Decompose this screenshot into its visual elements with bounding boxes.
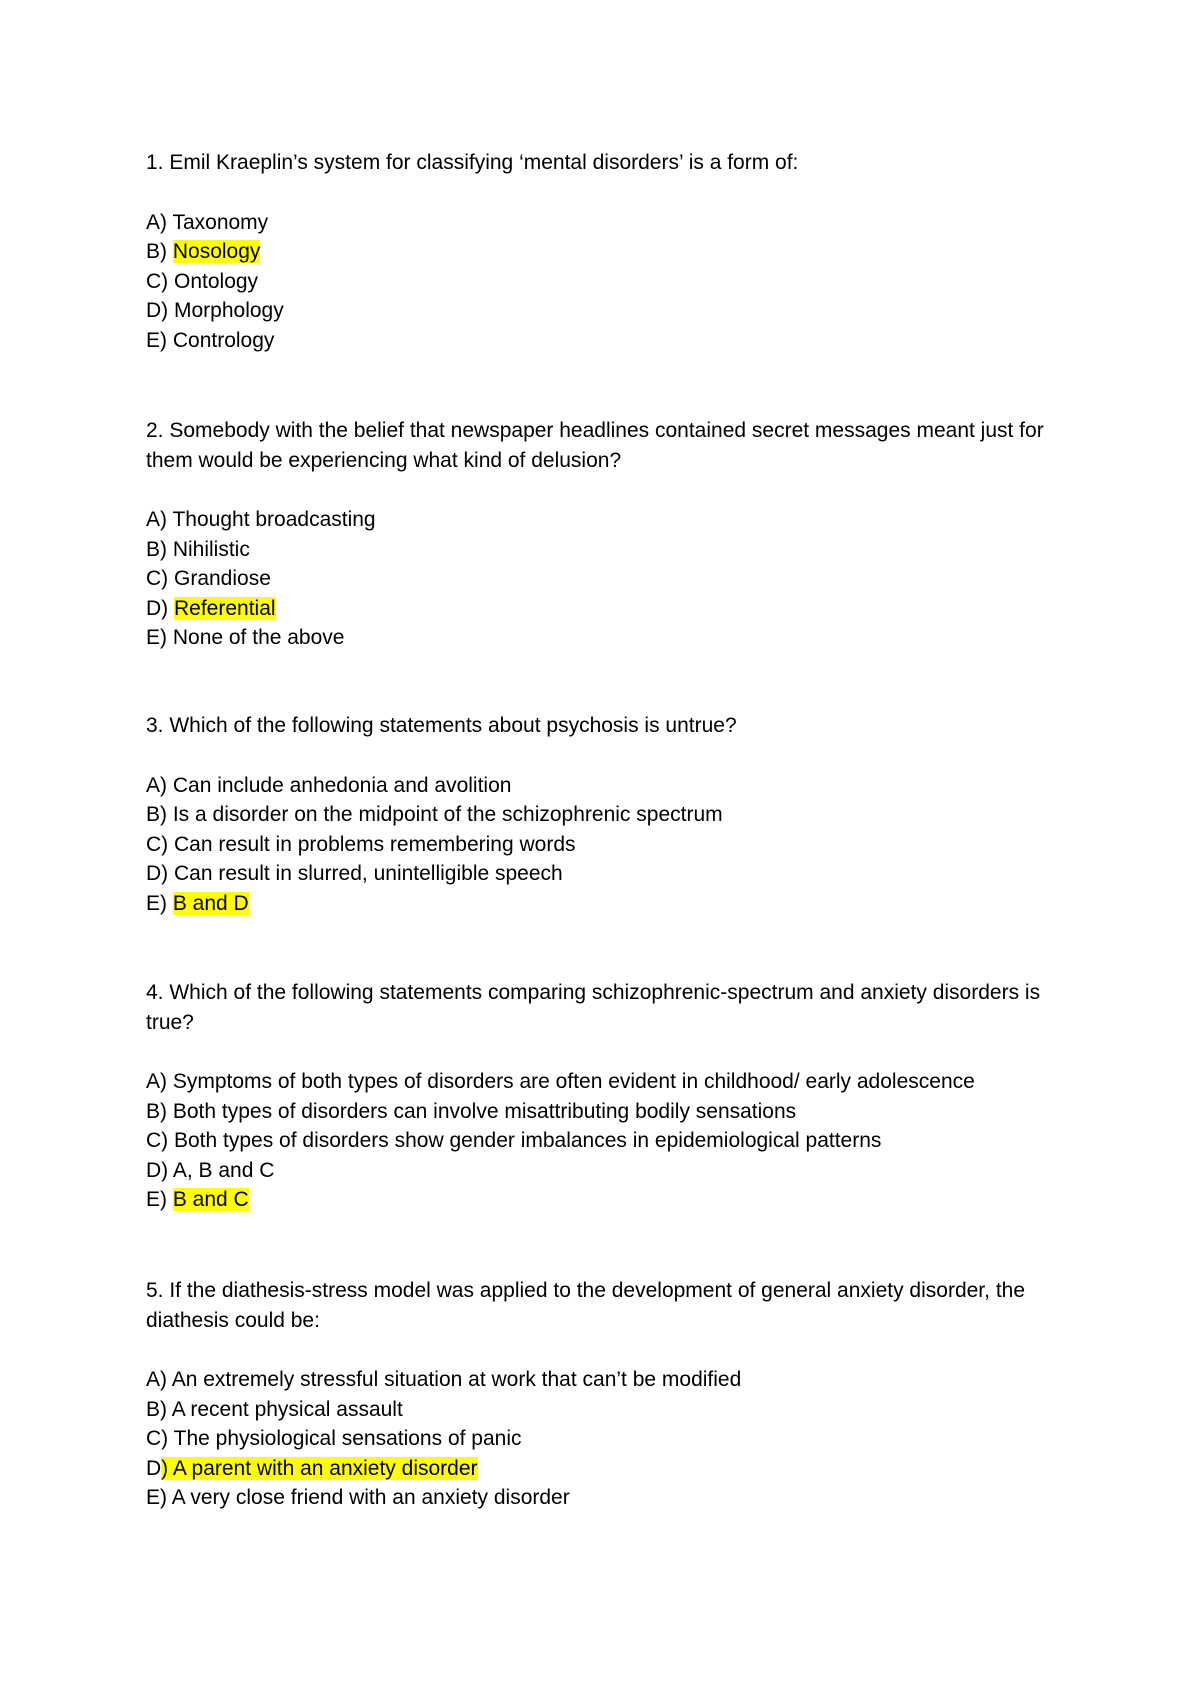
option-prefix: C) [146,832,174,856]
question-2 [146,416,1066,653]
option-list [146,771,737,919]
option-text: Contrology [172,328,275,352]
option-prefix: E) [146,1486,172,1509]
option-prefix: A) [146,773,173,797]
option-d [146,1454,1066,1484]
option-e [146,1185,1066,1215]
option-b [146,535,1066,565]
option-text: Both types of disorders can involve misattributing bodily sensations [172,1099,797,1123]
question-text: 2. Somebody with the belief that newspaper headlines contained secret messages meant just for them would be experiencing what kind of delusion? [146,419,1044,472]
highlighted-answer: B and D [172,891,249,915]
question-4 [146,978,1066,1215]
question-text: 1. Emil Kraeplin’s system for classifying ‘mental disorders’ is a form of: [146,151,799,174]
option-list [146,208,798,356]
option-prefix: B) [146,240,173,263]
option-text: A very close friend with an anxiety disorder [171,1486,570,1509]
option-text: Both types of disorders show gender imbalances in epidemiological patterns [174,1129,882,1152]
option-text: Thought broadcasting [172,508,376,531]
option-text: Ontology [174,269,259,293]
option-e [146,1483,1066,1513]
option-text: Symptoms of both types of disorders are often evident in childhood/ early adolescence [172,1070,975,1093]
option-d [146,296,798,326]
option-a [146,208,798,238]
option-c [146,830,737,860]
option-list [146,1365,1066,1513]
option-prefix: B) [146,803,173,826]
option-c [146,1126,1066,1156]
option-prefix: C) [146,1129,174,1152]
option-text: Taxonomy [172,210,269,234]
question-3 [146,711,737,918]
option-prefix: A) [146,508,173,531]
option-prefix: B) [146,1099,173,1123]
option-prefix: A) [146,1070,173,1093]
highlighted-answer: B and C [172,1188,249,1211]
option-d [146,859,737,889]
option-prefix: B) [146,1397,172,1421]
option-prefix: A) [146,210,173,234]
question-text: 3. Which of the following statements about psychosis is untrue? [146,714,737,737]
option-prefix: C) [146,567,174,590]
option-prefix: E) [146,626,173,649]
option-a [146,771,737,801]
option-list [146,1067,1066,1215]
highlighted-answer: Referential [174,596,276,620]
option-prefix: E) [146,891,173,915]
option-a [146,505,1066,535]
option-text: Grandiose [174,567,271,590]
option-a [146,1067,1066,1097]
option-prefix: D) [146,596,174,620]
option-prefix: D [146,1456,162,1480]
option-text: Nihilistic [172,537,250,561]
option-text: None of the above [172,626,345,649]
question-5 [146,1276,1066,1513]
option-text: Can result in slurred, unintelligible speech [174,862,563,885]
option-b [146,1097,1066,1127]
option-prefix: C) [146,269,174,293]
option-c [146,1424,1066,1454]
highlighted-answer: Nosology [172,240,261,263]
highlighted-answer: ) A parent with an anxiety disorder [161,1456,478,1480]
option-e [146,623,1066,653]
option-prefix: E) [146,1188,173,1211]
option-e [146,889,737,919]
option-list [146,505,1066,653]
option-a [146,1365,1066,1395]
option-c [146,267,798,297]
option-prefix: D) [146,862,174,885]
option-text: Is a disorder on the midpoint of the schizophrenic spectrum [172,803,723,826]
question-text: 4. Which of the following statements comparing schizophrenic-spectrum and anxiety disorders is true? [146,981,1041,1034]
option-text: A, B and C [172,1158,275,1182]
option-b [146,800,737,830]
option-prefix: E) [146,328,173,352]
question-1 [146,148,798,355]
option-text: A recent physical assault [171,1397,403,1421]
option-text: Can result in problems remembering words [174,832,576,856]
option-text: The physiological sensations of panic [173,1427,522,1450]
option-e [146,326,798,356]
option-b [146,1395,1066,1425]
option-text: Can include anhedonia and avolition [172,773,512,797]
option-c [146,564,1066,594]
question-text: 5. If the diathesis-stress model was applied to the development of general anxiety disorder, the diathesis could be: [146,1279,1026,1332]
option-text: Morphology [174,299,284,322]
option-prefix: C) [146,1427,174,1450]
option-b [146,237,798,267]
option-d [146,594,1066,624]
option-prefix: D) [146,299,174,322]
option-d [146,1156,1066,1186]
option-prefix: A) [146,1368,172,1391]
option-text: An extremely stressful situation at work that can’t be modified [171,1368,742,1391]
option-prefix: D) [146,1158,173,1182]
option-prefix: B) [146,537,173,561]
